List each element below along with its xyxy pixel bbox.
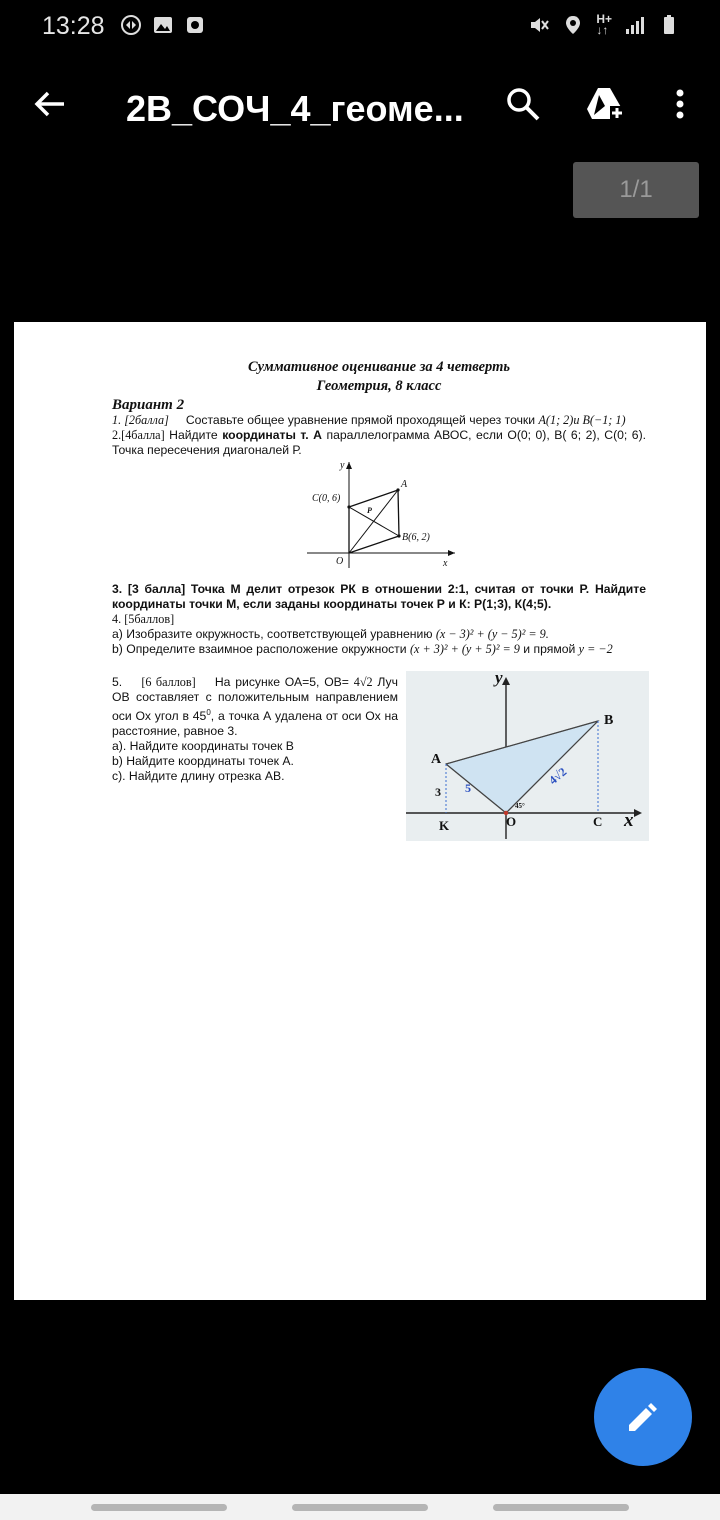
q5-text2: Луч ОВ составляет с положительным направлением оси Ох угол в 45 <box>112 675 398 724</box>
q2-text-c: параллелограмма АВОС, если O(0; 0), B( 6; 2), C(0; 6). Точка пересечения диагоналей Р. <box>112 428 647 457</box>
fig5-y-label: y <box>495 671 503 687</box>
question-4b <box>112 642 646 657</box>
nav-pill-left[interactable] <box>91 1504 227 1511</box>
fig5-five-label: 5 <box>465 781 471 795</box>
signal-icon <box>624 14 646 36</box>
variant-label: Вариант 2 <box>112 397 185 413</box>
network-label: H+ <box>596 12 612 26</box>
fig5-o-label: O <box>506 814 517 829</box>
q5-c: с). Найдите длину отрезка АВ. <box>112 769 285 784</box>
q2-prefix: 2.[4балла] <box>112 428 165 442</box>
q1-text: Составьте общее уравнение прямой проходящей через точки <box>185 413 536 427</box>
question-1 <box>112 413 646 428</box>
mute-icon <box>528 14 550 36</box>
fig5-angle-label: 45° <box>515 802 525 810</box>
fig5-c-label: C <box>593 814 603 829</box>
arrow-left-icon[interactable] <box>30 84 70 124</box>
question-4-prefix: 4. [5баллов] <box>112 612 175 626</box>
status-time: 13:28 <box>42 12 105 40</box>
page-indicator: 1/1 <box>573 162 699 218</box>
q5-points: [6 баллов] <box>141 675 196 689</box>
network-icon: H+ ↓↑ <box>596 12 612 37</box>
question-3: 3. [3 балла] Точка М делит отрезок РК в отношении 2:1, считая от точки Р. Найдите координаты точки М, если заданы координаты точек Р и К: Р(1;3), К(4;5). <box>112 582 646 611</box>
nav-pill-center[interactable] <box>292 1504 428 1511</box>
fig2-b-label: B(6, 2) <box>402 532 430 543</box>
q2-text-a: Найдите <box>169 428 218 442</box>
battery-icon <box>658 14 680 36</box>
location-icon <box>562 14 584 36</box>
heading-line-2: Геометрия, 8 класс <box>316 378 442 394</box>
q4-b-equation: (x + 3)² + (y + 5)² = 9 <box>409 642 520 656</box>
q5-degree: 0 <box>206 708 211 717</box>
q5-b: b) Найдите координаты точек А. <box>112 754 294 769</box>
system-nav-bar <box>0 1494 720 1520</box>
fig5-x-label: x <box>624 810 634 831</box>
search-icon[interactable] <box>503 84 543 124</box>
q4-a-equation: (x − 3)² + (y − 5)² = 9. <box>435 627 549 641</box>
question-5 <box>112 671 646 845</box>
fig5-b-label: B <box>604 713 614 728</box>
q1-points: A(1; 2)и B(−1; 1) <box>538 413 626 427</box>
q5-a: а). Найдите координаты точек В <box>112 739 294 754</box>
fig5-three-label: 3 <box>435 785 441 799</box>
fig2-a-label: A <box>401 479 408 490</box>
heading-line-1: Суммативное оценивание за 4 четверть <box>248 359 510 375</box>
fig5-k-label: K <box>439 818 450 833</box>
q5-text: На рисунке ОА=5, ОВ= <box>214 675 349 689</box>
image-icon <box>152 14 174 36</box>
q4-b-text: b) Определите взаимное расположение окружности <box>112 642 407 656</box>
question-4a <box>112 627 646 642</box>
q5-text-block <box>112 675 398 784</box>
fig5-a-label: A <box>431 752 442 767</box>
q4-b-text2: и прямой <box>523 642 576 656</box>
question-2 <box>112 428 646 458</box>
parallelogram-figure <box>112 460 646 572</box>
q4-b-line: y = −2 <box>578 642 613 656</box>
q2-text-b: координаты т. А <box>222 428 322 442</box>
q5-ob-value: 4√2 <box>353 675 373 689</box>
q1-prefix: 1. [2балла] <box>112 413 169 427</box>
triangle-figure <box>406 671 649 841</box>
fig2-o-label: O <box>336 556 344 567</box>
q5-text3: , а точка А удалена от оси Ох на расстояние, равное 3. <box>112 709 398 739</box>
app-icon <box>184 14 206 36</box>
vpn-icon <box>120 14 142 36</box>
fig2-y-label: y <box>340 460 345 471</box>
document-title: 2В_СОЧ_4_геоме... <box>126 88 464 129</box>
q5-prefix: 5. <box>112 675 123 689</box>
more-vert-icon[interactable] <box>660 84 700 124</box>
document-page <box>14 322 706 1300</box>
status-bar <box>0 0 720 56</box>
fig2-c-label: C(0, 6) <box>312 493 341 504</box>
q4-a-text: a) Изобразите окружность, соответствующей уравнению <box>112 627 433 641</box>
edit-icon <box>623 1397 663 1437</box>
document-content <box>112 358 646 845</box>
fig2-p-label: P <box>367 506 372 515</box>
drive-add-icon[interactable] <box>585 84 625 124</box>
fig5-ob-label: 4√2 <box>546 764 570 788</box>
edit-fab-button[interactable] <box>594 1368 692 1466</box>
fig2-x-label: x <box>443 558 448 569</box>
nav-pill-right[interactable] <box>493 1504 629 1511</box>
app-bar <box>0 60 720 150</box>
